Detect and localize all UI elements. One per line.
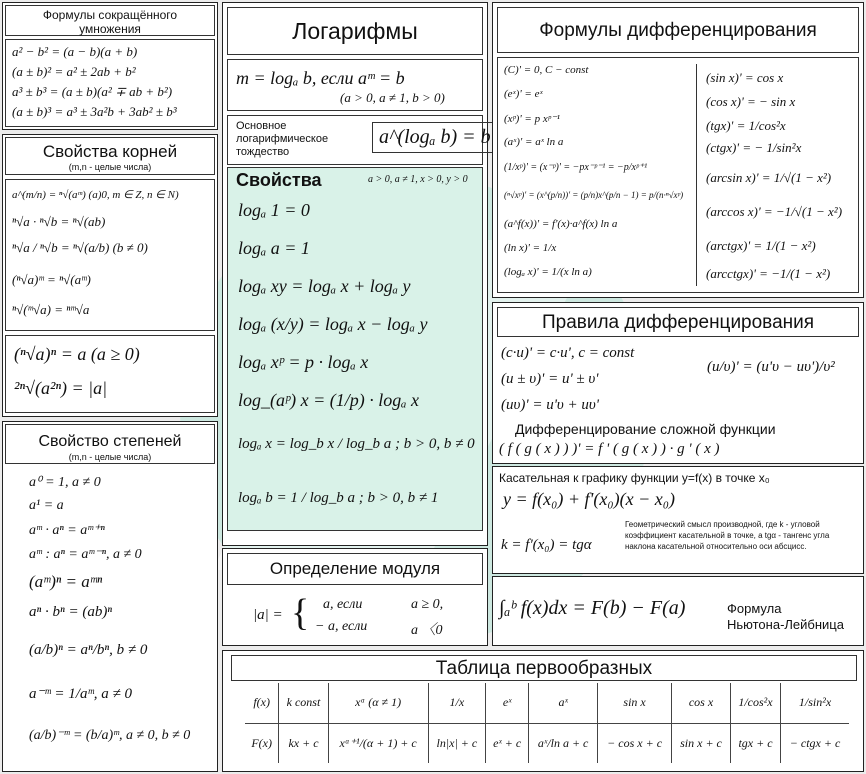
abbr-formula: a³ ± b³ = (a ± b)(a² ∓ ab + b²) <box>12 84 173 99</box>
roots-formula: ⁿ√(ᵐ√a) = ⁿᵐ√a <box>12 302 90 317</box>
diff-formula: (ln x)' = 1/x <box>504 242 557 254</box>
table-cell: − ctgx + c <box>781 723 849 763</box>
diff-divider <box>696 64 697 286</box>
diff-formula: (1/xᵖ)' = (x⁻ᵖ)' = −px⁻ᵖ⁻¹ = −p/xᵖ⁺¹ <box>504 162 648 173</box>
tangent-title: Касательная к графику функции y=f(x) в точке x₀ <box>499 471 770 485</box>
roots-title: Свойства корней <box>42 142 178 161</box>
log-property: logₐ b = 1 / log_b a ; b > 0, b ≠ 1 <box>238 490 439 506</box>
roots-formula: a^(m/n) = ⁿ√(aᵐ) (a)0, m ∈ Z, n ∈ N) <box>12 189 179 201</box>
powers-title-box <box>5 424 215 464</box>
table-row <box>245 723 849 763</box>
roots-formula: (ⁿ√a)ᵐ = ⁿ√(aᵐ) <box>12 272 91 287</box>
roots-special-formula: (ⁿ√a)ⁿ = a (a ≥ 0) <box>14 344 140 364</box>
log-property: logₐ a = 1 <box>238 238 310 258</box>
table-cell: kx + c <box>279 723 328 763</box>
modulus-case-value: a ≥ 0, <box>411 597 444 612</box>
diff-formula: (ⁿ√xᵖ)' = (x^(p/n))' = (p/n)x^(p/n − 1) = p/(n·ⁿ√xᵖ) <box>504 190 684 200</box>
log-title: Логарифмы <box>292 18 418 44</box>
power-formula: a⁰ = 1, a ≠ 0 <box>29 475 101 490</box>
log-identity-label: Основное логарифмическое тождество <box>236 120 329 158</box>
rule-complex-formula: ( f ( g ( x ) ) )' = f ' ( g ( x ) ) · g ' ( x ) <box>499 441 720 457</box>
diff-formula: (cos x)' = − sin x <box>706 94 796 109</box>
powers-subtitle: (m,n - целые числа) <box>68 452 152 462</box>
log-properties-condition: a > 0, a ≠ 1, x > 0, y > 0 <box>368 174 468 185</box>
rules-title-box <box>497 307 859 337</box>
abbr-formula: (a ± b)³ = a³ ± 3a²b + 3ab² ± b³ <box>12 104 177 119</box>
table-cell: k const <box>279 683 328 723</box>
rule-formula: (u ± υ)' = u' ± υ' <box>501 371 599 387</box>
log-properties-title: Свойства <box>236 170 322 190</box>
table-cell: f(x) <box>245 683 279 723</box>
newton-label: Формула <box>727 601 782 616</box>
rule-quotient-formula: (u/υ)' = (u'υ − uυ')/υ² <box>707 359 835 375</box>
modulus-case-condition: a, если <box>323 597 363 612</box>
antiderivatives-title: Таблица первообразных <box>435 658 653 679</box>
diff-formula: (C)' = 0, C − const <box>504 64 589 76</box>
table-cell: aˣ/ln a + c <box>529 723 598 763</box>
table-cell: aˣ <box>529 683 598 723</box>
diff-formula: (ctgx)' = − 1/sin²x <box>706 140 802 155</box>
diff-formulas-box <box>497 57 859 293</box>
rules-panel <box>492 302 864 464</box>
antiderivatives-table <box>245 683 849 763</box>
roots-formula: ⁿ√a / ⁿ√b = ⁿ√(a/b) (b ≠ 0) <box>12 240 148 255</box>
table-cell: tgx + c <box>730 723 780 763</box>
newton-label: Ньютона-Лейбница <box>727 617 844 632</box>
modulus-panel <box>222 548 488 646</box>
powers-panel <box>2 421 218 772</box>
roots-title-box <box>5 137 215 175</box>
diff-formula: (tgx)' = 1/cos²x <box>706 118 786 133</box>
tangent-equation: y = f(x₀) + f'(x₀)(x − x₀) <box>503 489 675 509</box>
antiderivatives-panel <box>222 650 864 772</box>
power-formula: (aᵐ)ⁿ = aᵐⁿ <box>29 572 103 591</box>
diff-formula: (sin x)' = cos x <box>706 70 784 85</box>
abbr-title: Формулы сокращённого умножения <box>42 8 178 36</box>
diff-title: Формулы дифференцирования <box>539 20 817 41</box>
diff-formula: (aˣ)' = aˣ ln a <box>504 136 564 148</box>
log-identity-formula: a^(logₐ b) = b <box>372 122 498 153</box>
table-cell: eˣ <box>486 683 529 723</box>
table-cell: xᵅ⁺¹/(α + 1) + c <box>328 723 428 763</box>
log-property: logₐ xᵖ = p · logₐ x <box>238 352 369 372</box>
table-cell: eˣ + c <box>486 723 529 763</box>
roots-formula: ⁿ√a · ⁿ√b = ⁿ√(ab) <box>12 214 106 229</box>
log-properties-box <box>227 167 483 531</box>
table-cell: ln|x| + c <box>428 723 486 763</box>
abbr-formulas-box <box>5 39 215 127</box>
power-formula: (a/b)⁻ᵐ = (b/a)ᵐ, a ≠ 0, b ≠ 0 <box>29 728 191 743</box>
diff-formula: (eˣ)' = eˣ <box>504 88 543 100</box>
diff-formula: (xᵖ)' = p xᵖ⁻¹ <box>504 113 560 125</box>
diff-formula: (arctgx)' = 1/(1 − x²) <box>706 238 816 253</box>
rules-title: Правила дифференцирования <box>541 312 815 333</box>
log-property: logₐ 1 = 0 <box>238 200 310 220</box>
power-formula: (a/b)ⁿ = aⁿ/bⁿ, b ≠ 0 <box>29 642 148 658</box>
diff-formula: (arcctgx)' = −1/(1 − x²) <box>706 266 831 281</box>
modulus-brace: { <box>291 592 310 634</box>
power-formula: aⁿ · bⁿ = (ab)ⁿ <box>29 604 113 620</box>
table-cell: 1/sin²x <box>781 683 849 723</box>
rules-complex-title: Дифференцирование сложной функции <box>515 421 776 437</box>
power-formula: a⁻ᵐ = 1/aᵐ, a ≠ 0 <box>29 686 132 702</box>
diff-formula: (logₐ x)' = 1/(x ln a) <box>504 266 592 278</box>
newton-formula: ∫ₐᵇ f(x)dx = F(b) − F(a) <box>499 597 686 619</box>
modulus-title-box <box>227 553 483 585</box>
table-cell: F(x) <box>251 735 272 750</box>
log-title-box <box>227 7 483 55</box>
table-cell: cos x <box>672 683 731 723</box>
rule-formula: (c·u)' = c·u', c = const <box>501 345 635 361</box>
roots-subtitle: (m,n - целые числа) <box>68 162 152 172</box>
modulus-lhs: |a| = <box>253 607 283 623</box>
roots-special-formula: ²ⁿ√(a²ⁿ) = |a| <box>14 378 108 398</box>
antiderivatives-title-box <box>231 655 857 681</box>
power-formula: aᵐ · aⁿ = aᵐ⁺ⁿ <box>29 523 105 538</box>
log-property: logₐ (x/y) = logₐ x − logₐ y <box>238 314 428 334</box>
tangent-slope: k = f'(x₀) = tgα <box>501 537 592 553</box>
table-cell: 1/cos²x <box>730 683 780 723</box>
log-panel <box>222 2 491 546</box>
table-row <box>245 683 849 723</box>
diff-title-box <box>497 7 859 53</box>
tangent-note: Геометрический смысл производной, где k - угловой коэффициент касательной в точке, а tgα - тангенс угла наклона касательной относительно оси абсцисс. <box>625 520 830 551</box>
table-cell: sin x <box>598 683 672 723</box>
abbr-formula: a² − b² = (a − b)(a + b) <box>12 44 138 59</box>
roots-formulas-box <box>5 179 215 331</box>
log-definition-box <box>227 59 483 111</box>
log-definition-condition: (a > 0, a ≠ 1, b > 0) <box>340 90 445 105</box>
diff-formula: (arcsin x)' = 1/√(1 − x²) <box>706 170 832 185</box>
table-cell: sin x + c <box>672 723 731 763</box>
modulus-title: Определение модуля <box>269 559 441 578</box>
diff-formula: (arccos x)' = −1/√(1 − x²) <box>706 204 843 219</box>
table-cell: xᵅ (α ≠ 1) <box>328 683 428 723</box>
power-formula: a¹ = a <box>29 498 64 513</box>
log-property: logₐ x = log_b x / log_b a ; b > 0, b ≠ 0 <box>238 436 475 452</box>
abbr-panel <box>2 2 218 130</box>
table-cell: − cos x + c <box>598 723 672 763</box>
abbr-formula: (a ± b)² = a² ± 2ab + b² <box>12 64 136 79</box>
newton-panel <box>492 576 864 646</box>
log-definition: m = logₐ b, если aᵐ = b <box>236 68 405 88</box>
modulus-case-condition: − a, если <box>315 619 368 634</box>
roots-panel <box>2 134 218 417</box>
log-property: logₐ xy = logₐ x + logₐ y <box>238 276 411 296</box>
tangent-panel <box>492 466 864 574</box>
roots-special-box <box>5 335 215 413</box>
rule-formula: (uυ)' = u'υ + uυ' <box>501 397 600 413</box>
diff-formula: (a^f(x))' = f'(x)·a^f(x) ln a <box>504 218 618 230</box>
log-property: log_(aᵖ) x = (1/p) · logₐ x <box>238 390 419 410</box>
modulus-case-value: a 〈0 <box>411 623 443 638</box>
diff-panel <box>492 2 864 298</box>
powers-title: Свойство степеней <box>38 433 182 450</box>
table-cell: 1/x <box>428 683 486 723</box>
log-identity-box <box>227 115 491 165</box>
abbr-title-box <box>5 5 215 36</box>
power-formula: aᵐ : aⁿ = aᵐ⁻ⁿ, a ≠ 0 <box>29 547 142 562</box>
